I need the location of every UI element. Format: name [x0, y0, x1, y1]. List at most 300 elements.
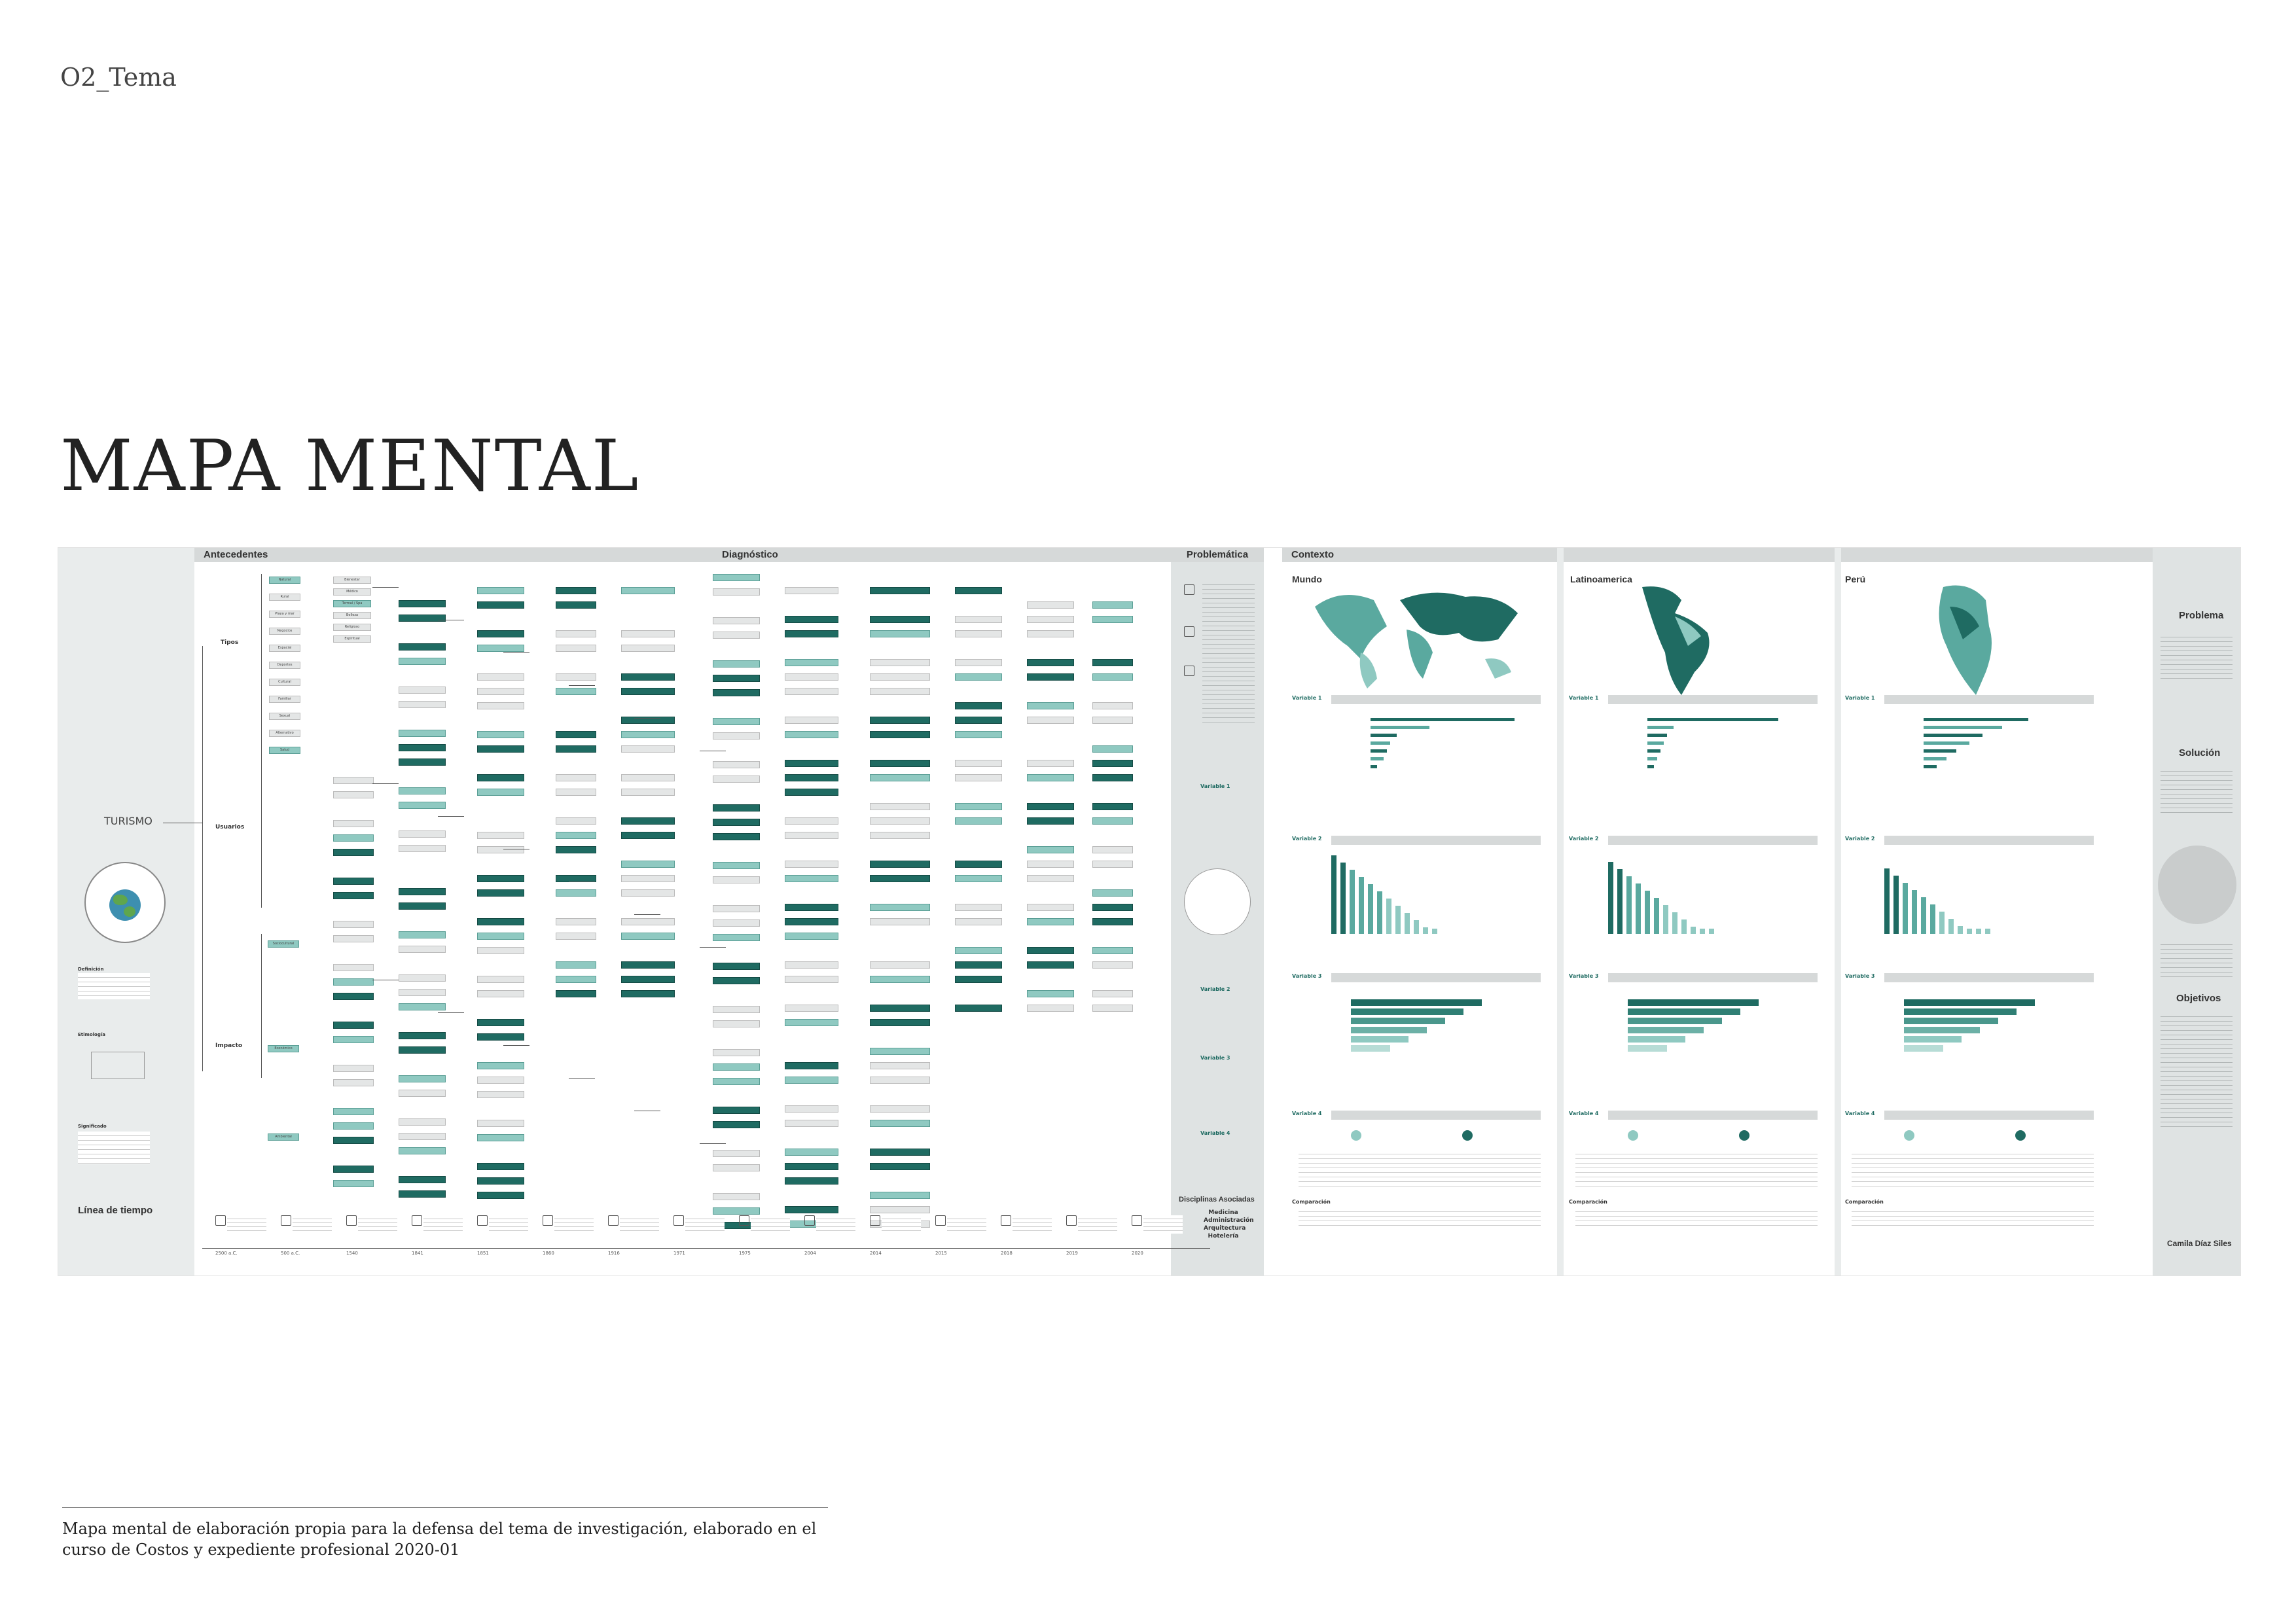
context-chart-header: [1608, 695, 1818, 704]
diagram-node: [713, 1063, 760, 1071]
connector-line: [569, 685, 595, 686]
context-variable-label: Variable 3: [1292, 973, 1322, 979]
diagram-node: [870, 817, 930, 825]
timeline-year: 1540: [346, 1251, 358, 1256]
context-variable-label: Variable 2: [1845, 836, 1875, 842]
connector-line: [700, 947, 726, 948]
diagram-node: [955, 976, 1002, 983]
diagram-node: [399, 845, 446, 852]
diagram-node: [785, 774, 838, 781]
diagram-node: [785, 918, 838, 925]
diagram-node: [477, 645, 524, 652]
context-vbar: [1645, 891, 1650, 934]
problematica-variable-1: Variable 1: [1200, 783, 1230, 789]
context-vbar: [1691, 927, 1696, 934]
diagram-node: [713, 833, 760, 840]
diagram-node: [955, 731, 1002, 738]
context-vbar: [1340, 863, 1346, 934]
diagram-node: [955, 673, 1002, 681]
timeline-event-icon: [412, 1215, 422, 1226]
context-chart-header: [1884, 695, 2094, 704]
diagram-node: [399, 1190, 446, 1198]
diagram-node: [785, 673, 838, 681]
problematica-icons: [1181, 580, 1200, 711]
diagram-node: [870, 961, 930, 969]
diagram-node: [399, 902, 446, 910]
diagram-node: [713, 574, 760, 581]
diagram-node: [333, 964, 374, 971]
diagram-node: [477, 1091, 524, 1098]
diagram-node: [870, 1149, 930, 1156]
timeline-event-text: [1013, 1215, 1052, 1234]
diagram-node: [399, 1003, 446, 1010]
context-bar: [1647, 734, 1667, 737]
diagram-node: [785, 688, 838, 695]
diagram-node: [870, 1062, 930, 1069]
diagram-node: [785, 1019, 838, 1026]
timeline-event-text: [423, 1215, 463, 1234]
connector-line: [503, 1045, 529, 1046]
connector-line: [503, 652, 529, 653]
peru-map: [1924, 580, 2002, 698]
diagram-node: [870, 1048, 930, 1055]
diagram-node: [1027, 630, 1074, 637]
timeline-event-icon: [281, 1215, 291, 1226]
diagram-node: [955, 760, 1002, 767]
context-vbar: [1672, 912, 1677, 934]
diagram-node: [1092, 861, 1133, 868]
diagram-node: [713, 1121, 760, 1128]
diagram-node: [1027, 774, 1074, 781]
etimologia-label: Etimología: [78, 1032, 105, 1037]
timeline-event-text: [751, 1215, 790, 1234]
context-chart-header: [1608, 973, 1818, 982]
diagram-node: [1092, 803, 1133, 810]
diagram-node: [621, 630, 675, 637]
context-vbar: [1948, 919, 1954, 934]
diagram-node: [785, 1206, 838, 1213]
diagram-node: [1027, 875, 1074, 882]
diagram-node: [713, 1193, 760, 1200]
objetivos-heading: Objetivos: [2176, 993, 2221, 1004]
diagram-node: [955, 861, 1002, 868]
diagram-node: [955, 875, 1002, 882]
tipos-label: Tipos: [221, 639, 239, 646]
context-variable-label: Variable 4: [1292, 1111, 1322, 1116]
context-variable-label: Variable 1: [1292, 695, 1322, 701]
comparacion-text: [1299, 1207, 1541, 1227]
diagram-node: [1092, 1005, 1133, 1012]
caption: Mapa mental de elaboración propia para la defensa del tema de investigación, elaborado en el curso de Costos y expediente profesional 2020-01: [62, 1520, 817, 1559]
diagram-node: [399, 974, 446, 982]
diagram-node: [477, 1134, 524, 1141]
diagram-node: [785, 659, 838, 666]
timeline-event-icon: [543, 1215, 553, 1226]
diagram-node: [955, 803, 1002, 810]
context-bar: [1924, 749, 1956, 753]
comparacion-label: Comparación: [1292, 1199, 1331, 1205]
diagram-node: [785, 817, 838, 825]
diagram-node: [870, 1120, 930, 1127]
disciplina-item: Hotelería: [1208, 1233, 1239, 1240]
diagram-node: [1027, 760, 1074, 767]
timeline-axis: [202, 1248, 1210, 1249]
diagram-node: [713, 804, 760, 812]
diagram-node: [785, 1062, 838, 1069]
diagram-node: [477, 731, 524, 738]
mundo-title: Mundo: [1292, 574, 1322, 584]
caption-divider: [62, 1507, 828, 1508]
diagram-node: [333, 1036, 374, 1043]
diagram-node: [870, 688, 930, 695]
diagram-node: [399, 989, 446, 996]
usuarios-label: Usuarios: [215, 824, 245, 830]
band-problematica: [1171, 548, 1264, 562]
diagram-node: [556, 889, 596, 897]
timeline-event-text: [882, 1215, 921, 1234]
timeline-event-icon: [477, 1215, 488, 1226]
diagram-node: [477, 630, 524, 637]
diagram-node: [1027, 702, 1074, 709]
diagram-node: [477, 1177, 524, 1185]
timeline-year: 500 a.C.: [281, 1251, 300, 1256]
timeline-year: 1841: [412, 1251, 423, 1256]
timeline-event-text: [358, 1215, 397, 1234]
diagram-node: [870, 1019, 930, 1026]
latam-map: [1629, 580, 1734, 698]
diagram-node: [556, 846, 596, 853]
diagram-node: [333, 834, 374, 842]
diagram-node: [477, 688, 524, 695]
diagram-node: [399, 1147, 446, 1154]
diagram-node: [1092, 774, 1133, 781]
diagram-node: [785, 717, 838, 724]
type-node: Sexual: [269, 713, 300, 720]
diagram-node: [1027, 846, 1074, 853]
diagram-node: [1027, 918, 1074, 925]
diagram-node: [477, 947, 524, 954]
context-vbar: [1903, 883, 1908, 934]
diagram-node: [955, 702, 1002, 709]
diagram-node: [713, 617, 760, 624]
context-vbar: [1958, 926, 1963, 934]
diagram-node: [870, 1005, 930, 1012]
etimologia-diagram: [91, 1052, 145, 1079]
context-variable-label: Variable 3: [1845, 973, 1875, 979]
diagram-node: [556, 789, 596, 796]
diagram-node: [713, 1020, 760, 1027]
disciplinas-list: [1204, 1209, 1254, 1240]
diagram-node: [621, 817, 675, 825]
diagram-node: [713, 1078, 760, 1085]
problematica-variable-3: Variable 3: [1200, 1055, 1230, 1061]
impact-sociocultural: Sociocultural: [268, 940, 299, 948]
timeline-event-text: [947, 1215, 986, 1234]
context-variable-label: Variable 1: [1569, 695, 1599, 701]
diagram-node: [870, 616, 930, 623]
context-vbar: [1912, 890, 1917, 934]
diagram-node: [870, 904, 930, 911]
diagram-node: [477, 1033, 524, 1041]
context-bar: [1351, 1036, 1408, 1043]
trunk-line: [202, 646, 203, 1071]
salud-node: Médico: [333, 588, 371, 596]
context-bar: [1351, 1045, 1390, 1052]
diagram-node: [785, 731, 838, 738]
diagram-node: [955, 616, 1002, 623]
diagram-node: [477, 774, 524, 781]
diagram-node: [713, 819, 760, 826]
context-badge-icon: [1462, 1130, 1473, 1141]
diagram-node: [785, 1163, 838, 1170]
timeline-event-text: [685, 1215, 725, 1234]
salud-node: Termal / Spa: [333, 600, 371, 607]
page-title: MAPA MENTAL: [60, 425, 640, 507]
diagram-node: [1092, 947, 1133, 954]
diagram-node: [1027, 659, 1074, 666]
diagram-node: [333, 1122, 374, 1130]
diagram-node: [870, 1163, 930, 1170]
connector-line: [634, 718, 660, 719]
diagram-node: [1027, 601, 1074, 609]
context-vbar: [1432, 929, 1437, 934]
connector-line: [569, 1078, 595, 1079]
band-contexto: [1282, 548, 2153, 562]
diagram-node: [399, 643, 446, 651]
timeline-event-text: [816, 1215, 855, 1234]
connector-line: [372, 587, 399, 588]
diagram-node: [333, 1065, 374, 1072]
diagram-node: [621, 832, 675, 839]
diagram-node: [333, 820, 374, 827]
context-bar: [1647, 718, 1778, 721]
diagram-node: [621, 673, 675, 681]
timeline-year: 2020: [1132, 1251, 1143, 1256]
timeline-year: 2018: [1001, 1251, 1013, 1256]
diagram-node: [333, 1180, 374, 1187]
diagram-node: [621, 587, 675, 594]
diagram-node: [713, 876, 760, 883]
context-badge-icon: [1739, 1130, 1749, 1141]
diagram-node: [785, 1077, 838, 1084]
salud-node: Bienestar: [333, 577, 371, 584]
type-node: Alternativo: [269, 730, 300, 737]
impacto-label: Impacto: [215, 1043, 243, 1049]
timeline-event-icon: [935, 1215, 946, 1226]
disciplina-item: Arquitectura: [1204, 1225, 1246, 1232]
diagram-node: [333, 777, 374, 784]
diagram-node: [1092, 817, 1133, 825]
context-vbar: [1405, 913, 1410, 934]
diagram-node: [1092, 717, 1133, 724]
diagram-node: [713, 862, 760, 869]
diagnostico-title: Diagnóstico: [722, 549, 778, 560]
diagram-node: [870, 1077, 930, 1084]
context-vbar: [1930, 904, 1935, 934]
diagram-node: [477, 1062, 524, 1069]
diagram-node: [477, 1120, 524, 1127]
type-node: Negocios: [269, 628, 300, 635]
diagram-node: [477, 745, 524, 753]
context-vbar: [1377, 891, 1382, 934]
context-bar: [1924, 734, 1982, 737]
diagram-node: [399, 1090, 446, 1097]
diagram-node: [399, 730, 446, 737]
significado-text: [78, 1132, 150, 1164]
diagram-node: [333, 892, 374, 899]
timeline-event-icon: [673, 1215, 684, 1226]
diagram-node: [1027, 961, 1074, 969]
problematica-variable-2: Variable 2: [1200, 986, 1230, 992]
diagram-node: [870, 832, 930, 839]
context-variable-label: Variable 3: [1569, 973, 1599, 979]
diagram-node: [1027, 904, 1074, 911]
context-bar: [1371, 734, 1397, 737]
diagram-node: [333, 978, 374, 986]
context-bar: [1647, 757, 1657, 760]
diagram-node: [785, 976, 838, 983]
diagram-node: [713, 675, 760, 682]
diagram-node: [477, 1019, 524, 1026]
timeline-title: Línea de tiempo: [78, 1205, 153, 1216]
diagram-node: [399, 1032, 446, 1039]
diagram-node: [955, 774, 1002, 781]
context-vbar: [1368, 884, 1373, 934]
context-variable-label: Variable 2: [1569, 836, 1599, 842]
context-vbar: [1331, 855, 1336, 934]
context-variable-label: Variable 1: [1845, 695, 1875, 701]
diagram-node: [556, 990, 596, 997]
connector-line: [700, 1143, 726, 1144]
diagram-node: [955, 1005, 1002, 1012]
diagram-node: [556, 587, 596, 594]
definicion-label: Definición: [78, 967, 104, 972]
definicion-text: [78, 973, 150, 999]
context-variable-label: Variable 2: [1292, 836, 1322, 842]
context-bar: [1371, 726, 1429, 729]
type-node: Rural: [269, 594, 300, 601]
diagram-node: [870, 630, 930, 637]
disciplinas-title: Disciplinas Asociadas: [1179, 1196, 1255, 1204]
diagram-node: [713, 689, 760, 696]
diagram-node: [621, 990, 675, 997]
solucion-text: [2161, 767, 2233, 813]
context-chart-header: [1884, 973, 2094, 982]
diagram-node: [556, 673, 596, 681]
context-bar: [1647, 741, 1664, 745]
diagram-node: [1027, 990, 1074, 997]
context-vbar: [1626, 876, 1632, 934]
context-vbar: [1608, 862, 1613, 934]
type-node: Cultural: [269, 679, 300, 686]
diagram-node: [621, 789, 675, 796]
diagram-node: [399, 1133, 446, 1140]
impacto-vline: [261, 934, 262, 1078]
type-node: Salud: [269, 747, 300, 754]
diagram-node: [785, 933, 838, 940]
diagram-node: [713, 718, 760, 725]
contexto-title: Contexto: [1291, 549, 1334, 560]
diagram-node: [1092, 990, 1133, 997]
diagram-node: [870, 918, 930, 925]
diagram-node: [477, 1192, 524, 1199]
diagram-node: [1027, 717, 1074, 724]
diagram-node: [1092, 904, 1133, 911]
diagram-node: [1027, 861, 1074, 868]
diagram-node: [399, 658, 446, 665]
context-bar: [1628, 1008, 1740, 1015]
problematica-title: Problemática: [1186, 549, 1249, 560]
diagram-node: [955, 717, 1002, 724]
author-name: Camila Díaz Siles: [2167, 1239, 2232, 1248]
band-diagnostico: [713, 548, 1171, 562]
salud-node: Espiritual: [333, 635, 371, 643]
comparacion-label: Comparación: [1569, 1199, 1607, 1205]
type-node: Playa y mar: [269, 611, 300, 618]
diagram-node: [713, 934, 760, 941]
diagram-node: [399, 931, 446, 938]
diagram-node: [333, 1022, 374, 1029]
timeline-year: 1860: [543, 1251, 554, 1256]
mind-map-panel: [58, 547, 2241, 1276]
contexto-divider-2: [1835, 548, 1841, 1275]
diagram-node: [713, 761, 760, 768]
diagram-node: [477, 875, 524, 882]
context-bar: [1628, 1018, 1722, 1024]
diagram-node: [477, 702, 524, 709]
timeline-event-text: [554, 1215, 594, 1234]
context-vbar: [1967, 929, 1972, 934]
context-vbar: [1939, 912, 1945, 934]
diagram-node: [1027, 803, 1074, 810]
diagram-node: [1092, 616, 1133, 623]
timeline-event-text: [620, 1215, 659, 1234]
timeline-year: 2015: [935, 1251, 947, 1256]
diagram-node: [333, 921, 374, 928]
diagram-node: [785, 1149, 838, 1156]
diagram-node: [621, 875, 675, 882]
type-node: Familiar: [269, 696, 300, 703]
diagram-node: [1092, 846, 1133, 853]
context-vbar: [1884, 868, 1890, 934]
diagram-node: [955, 630, 1002, 637]
context-text-block: [1299, 1150, 1541, 1189]
diagram-node: [955, 918, 1002, 925]
diagram-node: [477, 918, 524, 925]
sheet-label: O2_Tema: [60, 63, 177, 92]
context-chart-header: [1331, 973, 1541, 982]
diagram-node: [785, 832, 838, 839]
context-chart-header: [1331, 695, 1541, 704]
diagram-node: [713, 905, 760, 912]
context-variable-label: Variable 4: [1569, 1111, 1599, 1116]
diagram-node: [621, 731, 675, 738]
diagram-node: [621, 961, 675, 969]
context-chart-header: [1608, 1111, 1818, 1120]
context-bar: [1904, 1008, 2017, 1015]
diagram-node: [477, 889, 524, 897]
timeline-year: 1971: [673, 1251, 685, 1256]
diagram-node: [477, 933, 524, 940]
context-chart-header: [1884, 836, 2094, 845]
diagram-node: [955, 659, 1002, 666]
diagram-node: [621, 774, 675, 781]
context-bar: [1351, 1008, 1463, 1015]
diagram-node: [955, 904, 1002, 911]
diagram-node: [333, 791, 374, 798]
timeline-year: 2500 a.C.: [215, 1251, 238, 1256]
timeline-year: 2019: [1066, 1251, 1078, 1256]
